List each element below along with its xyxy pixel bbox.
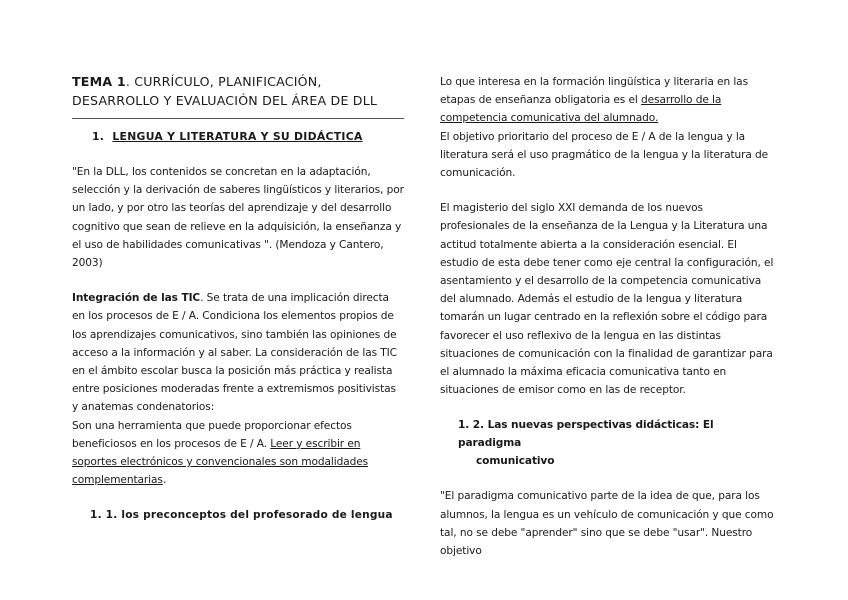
right-column bbox=[440, 73, 774, 560]
competence-text: Lo que interesa en la formación lingüística y literaria en las etapas de enseñanza obligatoria es el bbox=[440, 76, 748, 107]
quote-paragraph: "En la DLL, los contenidos se concretan en la adaptación, selección y la derivación de saberes lingüísticos y literarios, por un lado, y por otro las teorías del aprendizaje y del desarrollo cognitivo que sean de relieve en la adquisición, la enseñanza y el uso de habilidades comunicativas ". (Mendoza y Cantero, 2003) bbox=[72, 166, 404, 270]
section-1-2-line2: comunicativo bbox=[476, 455, 555, 468]
tic-heading: Integración de las TIC bbox=[72, 292, 201, 305]
tic-text: . Se trata de una implicación directa en los procesos de E / A. Condiciona los elementos propios de los aprendizajes comunicativos, sino también las opiniones de acceso a la información y al saber. La consideración de las TIC en el ámbito escolar busca la posición más práctica y realista entre posiciones moderadas frente a extremismos positivistas y anatemas condenatorios: bbox=[72, 292, 397, 414]
spacer bbox=[72, 489, 404, 506]
objective-paragraph: El objetivo prioritario del proceso de E / A de la lengua y la literatura será el uso pragmático de la lengua y la literatura de comunicación. bbox=[440, 130, 769, 180]
tic-paragraph bbox=[72, 289, 404, 416]
section-1-1-heading: 1. 1. los preconceptos del profesorado de lengua bbox=[90, 509, 393, 522]
magisterio-paragraph: El magisterio del siglo XXI demanda de los nuevos profesionales de la enseñanza de la Lengua y la Literatura una actitud totalmente abierta a la consideración esencial. El estudio de esta debe tener como eje central la configuración, el asentamiento y el desarrollo de la competencia comunicativa del alumnado. Además el estudio de la lengua y literatura tomarán un lugar centrado en la reflexión sobre el código para favorecer el uso reflexivo de la lengua en las distintas situaciones de comunicación con la finalidad de garantizar para el alumnado la máxima eficacia comunicativa tanto en situaciones de emisor como en las de receptor. bbox=[440, 202, 774, 397]
tool-text: Son una herramienta que puede proporcionar efectos beneficiosos en los procesos de E / A. bbox=[72, 419, 352, 450]
tool-paragraph bbox=[72, 417, 404, 490]
spacer bbox=[440, 182, 774, 199]
section-1-heading bbox=[92, 128, 404, 146]
spacer bbox=[72, 146, 404, 163]
paradigm-paragraph: "El paradigma comunicativo parte de la idea de que, para los alumnos, la lengua es un vehículo de comunicación y que como tal, no se debe "aprender" sino que se debe "usar". Nuestro objetivo bbox=[440, 490, 774, 558]
left-column bbox=[72, 72, 404, 524]
section-1-number: 1. bbox=[92, 130, 105, 143]
spacer bbox=[440, 399, 774, 416]
spacer bbox=[440, 470, 774, 487]
title-rest: . CURRÍCULO, PLANIFICACIÓN, DESARROLLO Y EVALUACIÓN DEL ÁREA DE DLL bbox=[72, 74, 378, 108]
section-1-2-line1: 1. 2. Las nuevas perspectivas didácticas: El paradigma bbox=[458, 419, 714, 450]
competence-underlined: desarrollo de la competencia comunicativa del alumnado. bbox=[440, 94, 722, 125]
title-bold: TEMA 1 bbox=[72, 74, 126, 89]
competence-paragraph bbox=[440, 73, 774, 128]
spacer bbox=[72, 272, 404, 289]
page-title bbox=[72, 72, 404, 110]
title-rule bbox=[72, 118, 404, 119]
section-1-2-heading bbox=[458, 416, 774, 470]
tool-end: . bbox=[162, 474, 167, 487]
section-1-title: LENGUA Y LITERATURA Y SU DIDÁCTICA bbox=[112, 130, 363, 143]
tool-underlined: Leer y escribir en soportes electrónicos y convencionales son modalidades complementarias bbox=[72, 437, 369, 487]
